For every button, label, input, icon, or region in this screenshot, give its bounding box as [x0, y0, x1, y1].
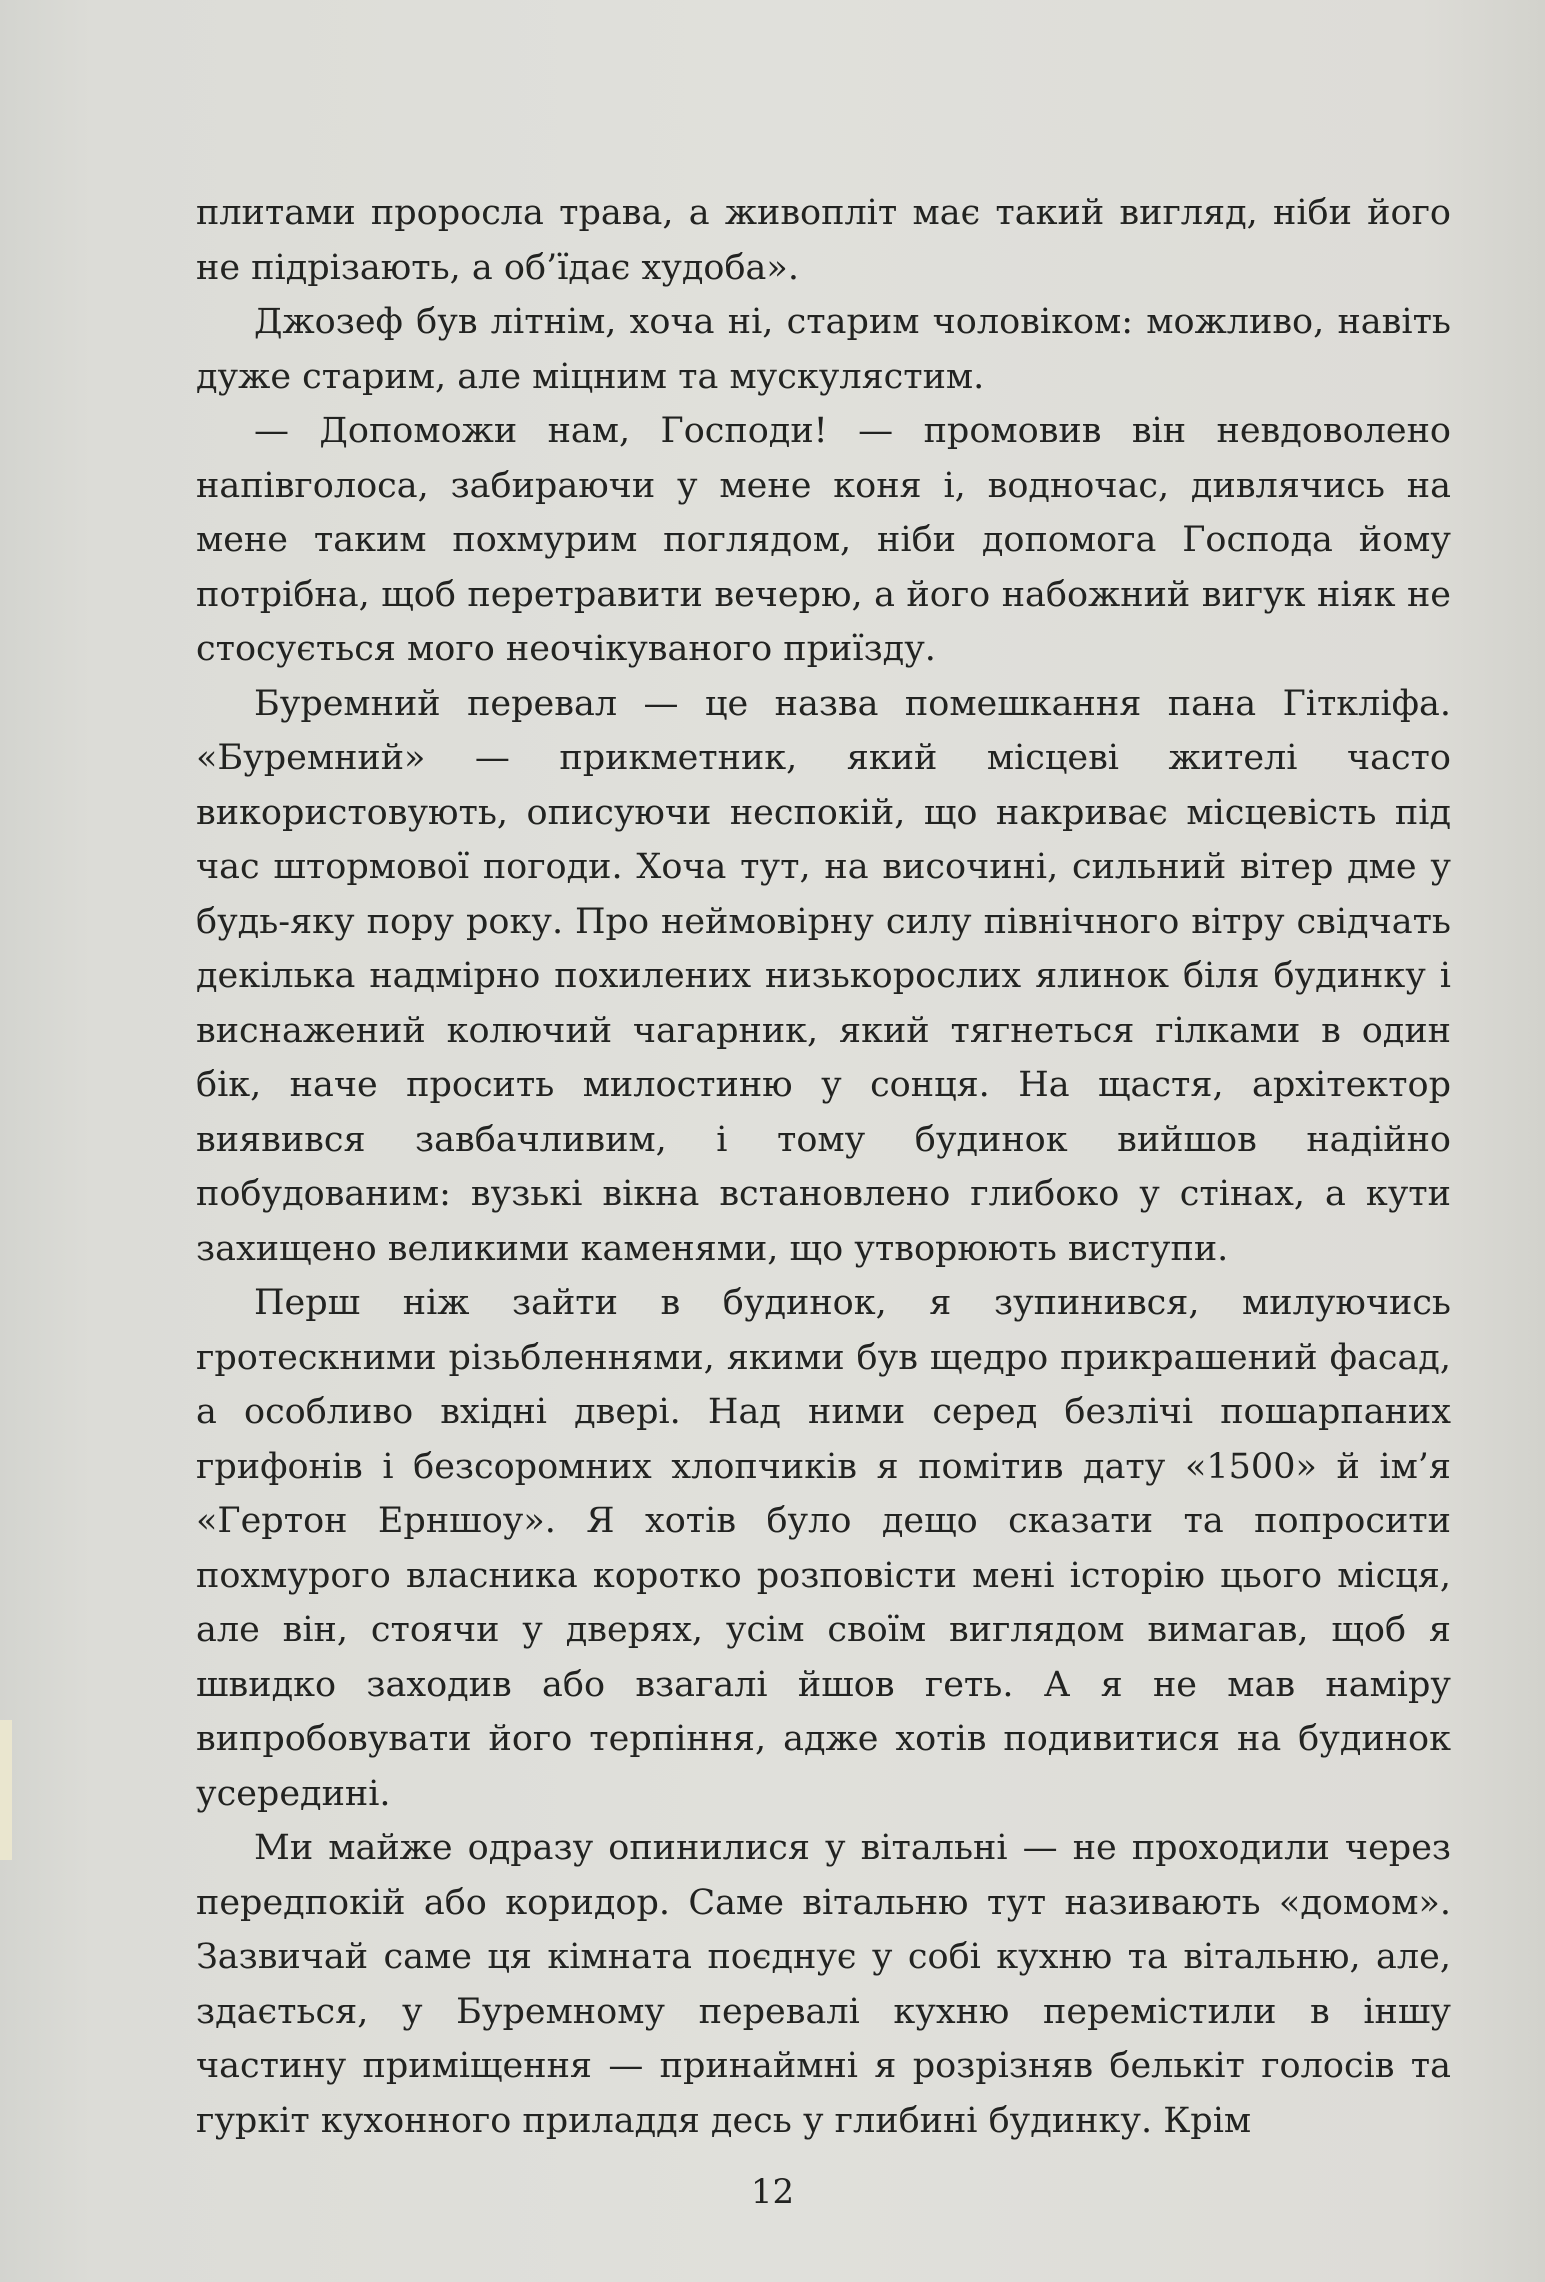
page-edge-highlight	[0, 1720, 12, 1860]
paragraph-3: — Допоможи нам, Господи! — промовив він невдоволено напівголоса, забираючи у мене коня і, водночас, дивлячись на мене таким похмурим поглядом, ніби допомога Господа йому потрібна, щоб перетравити вечерю, а його набожний вигук ніяк не стосується мого неочікуваного приїзду.	[196, 411, 1451, 669]
paragraph-4: Буремний перевал — це назва помешкання пана Гіткліфа. «Буремний» — прикметник, який місцеві жителі часто використовують, описуючи неспокій, що накриває місцевість під час штормової погоди. Хоча тут, на височині, сильний вітер дме у будь-яку пору року. Про неймовірну силу північного вітру свідчать декілька надмірно похилених низькорослих ялинок біля будинку і виснажений колючий чагарник, який тягнеться гілками в один бік, наче просить милостиню у сонця. На щастя, архітектор виявився завбачливим, і тому будинок вийшов надійно побудованим: вузькі вікна встановлено глибоко у стінах, а кути захищено великими каменями, що утворюють виступи.	[196, 683, 1451, 1269]
paragraph-1: плитами проросла трава, а живопліт має такий вигляд, ніби його не підрізають, а об’їдає худоба».	[196, 193, 1451, 288]
page-number: 12	[750, 2172, 795, 2212]
paragraph-2: Джозеф був літнім, хоча ні, старим чоловіком: можливо, навіть дуже старим, але міцним та мускулястим.	[196, 302, 1451, 397]
paragraph-6: Ми майже одразу опинилися у вітальні — не проходили через передпокій або коридор. Саме вітальню тут називають «домом». Зазвичай саме ця кімната поєднує у собі кухню та вітальню, але, здається, у Буремному перевалі кухню перемістили в іншу частину приміщення — принаймні я розрізняв белькіт голосів та гуркіт кухонного приладдя десь у глибині будинку. Крім	[196, 1828, 1451, 2141]
body-text	[196, 186, 1451, 2148]
paragraph-5: Перш ніж зайти в будинок, я зупинився, милуючись гротескними різьбленнями, якими був щедро прикрашений фасад, а особливо вхідні двері. Над ними серед безлічі пошарпаних грифонів і безсоромних хлопчиків я помітив дату «1500» й ім’я «Гертон Ерншоу». Я хотів було дещо сказати та попросити похмурого власника коротко розповісти мені історію цього місця, але він, стоячи у дверях, усім своїм виглядом вимагав, щоб я швидко заходив або взагалі йшов геть. А я не мав наміру випробовувати його терпіння, адже хотів подивитися на будинок усередині.	[196, 1283, 1451, 1814]
